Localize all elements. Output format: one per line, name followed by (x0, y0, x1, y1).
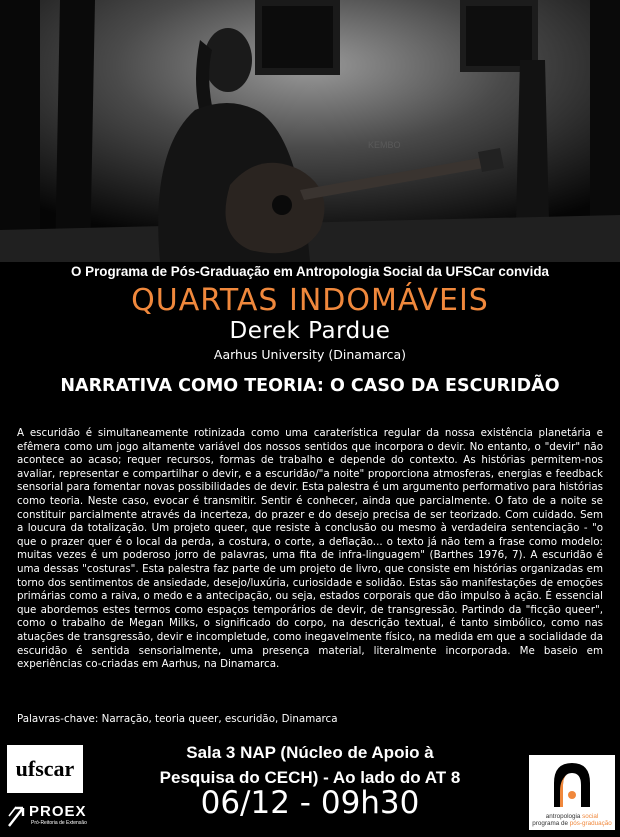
speaker-affiliation: Aarhus University (Dinamarca) (213, 347, 407, 362)
event-datetime: 06/12 - 09h30 (200, 785, 420, 821)
anthro-line2-b: pós-graduação (569, 820, 612, 827)
invite-line: O Programa de Pós-Graduação em Antropologia Social da UFSCar convida (71, 264, 549, 279)
abstract-text: A escuridão é simultaneamente rotinizada como uma caraterística regular da nossa existência planetária e efêmera como um jogo altamente variável dos nossos sentidos que incorpora o devir. No entanto, o "devir" não acontece ao acaso; requer recursos, formas de trabalho e depende do contexto. As histórias permitem-nos avaliar, representar e compartilhar o devir, e a escuridão/"a noite" proporciona atmosferas, energias e feedback sensorial para fomentar novas possibilidades de devir. Esta palestra é um argumento performativo para histórias como teoria. Neste caso, evocar é transmitir. Sentir é conhecer, ainda que parcialmente. O fato de a noite se constituir parcialmente através da incerteza, do prazer e do desejo precisa de ser teorizado. Com cuidado. Sem a loucura da totalização. Um projeto queer, que resiste à conclusão ou mesmo à verdadeira sentenciação - "o que o prazer quer é o local da perda, a costura, o corte, a deflação... o texto já não tem a frase como modelo: muitas vezes é um poderoso jorro de palavras, uma fita de infra-linguagem" (Barthes 1976, 7). A escuridão é uma dessas "costuras". Esta palestra faz parte de um projeto de livro, que consiste em histórias organizadas em torno dos sentimentos de ansiedade, desejo/luxúria, curiosidade e solidão. Estas são manifestações de emoções primárias como a raiva, o medo e a antecipação, ou seja, estados corporais que dão impulso à ação. É essencial que abordemos estes termos como espaços temporários de devir, de transgressão. Partindo da "ficção queer", como o trabalho de Megan Milks, o significado do corpo, na descrição textual, é tanto simbólico, como nas atuações de transgressão, devir e incompletude, como inegavelmente físico, na medida em que a socialidade da escuridão é sentida sensorialmente, uma presença material, literalmente incorporada. Me baseio em experiências co-criadas em Aarhus, na Dinamarca. (17, 427, 603, 671)
anthro-line1-b: social (582, 813, 599, 820)
venue-line-2: Pesquisa do CECH) - Ao lado do AT 8 (159, 768, 461, 787)
anthro-line2-a: programa de (532, 820, 568, 827)
talk-title: NARRATIVA COMO TEORIA: O CASO DA ESCURIDÃO (60, 376, 560, 396)
speaker-name: Derek Pardue (229, 318, 391, 344)
venue-line-1: Sala 3 NAP (Núcleo de Apoio à (186, 743, 434, 762)
anthropology-program-logo (529, 755, 615, 830)
keywords-line: Palavras-chave: Narração, teoria queer, escuridão, Dinamarca (17, 713, 338, 725)
series-title: QUARTAS INDOMÁVEIS (131, 283, 489, 318)
proex-arrow-icon (7, 802, 27, 828)
venue-info (130, 740, 490, 790)
ufscar-logo-text: ufscar (15, 756, 75, 781)
person-head (204, 28, 252, 92)
anthropology-arch-icon (529, 755, 615, 813)
musician-photo-illustration (0, 0, 620, 262)
ufscar-logo (7, 745, 83, 793)
anthropology-logo-text (529, 813, 615, 827)
header-photo (0, 0, 620, 262)
anthro-line1-a: antropologia (545, 813, 581, 820)
proex-logo (7, 801, 89, 831)
proex-logo-subtext: Pró-Reitoria de Extensão (31, 820, 87, 826)
proex-logo-text: PROEX (29, 803, 87, 820)
wall-graffiti: KEMBO (368, 140, 401, 150)
